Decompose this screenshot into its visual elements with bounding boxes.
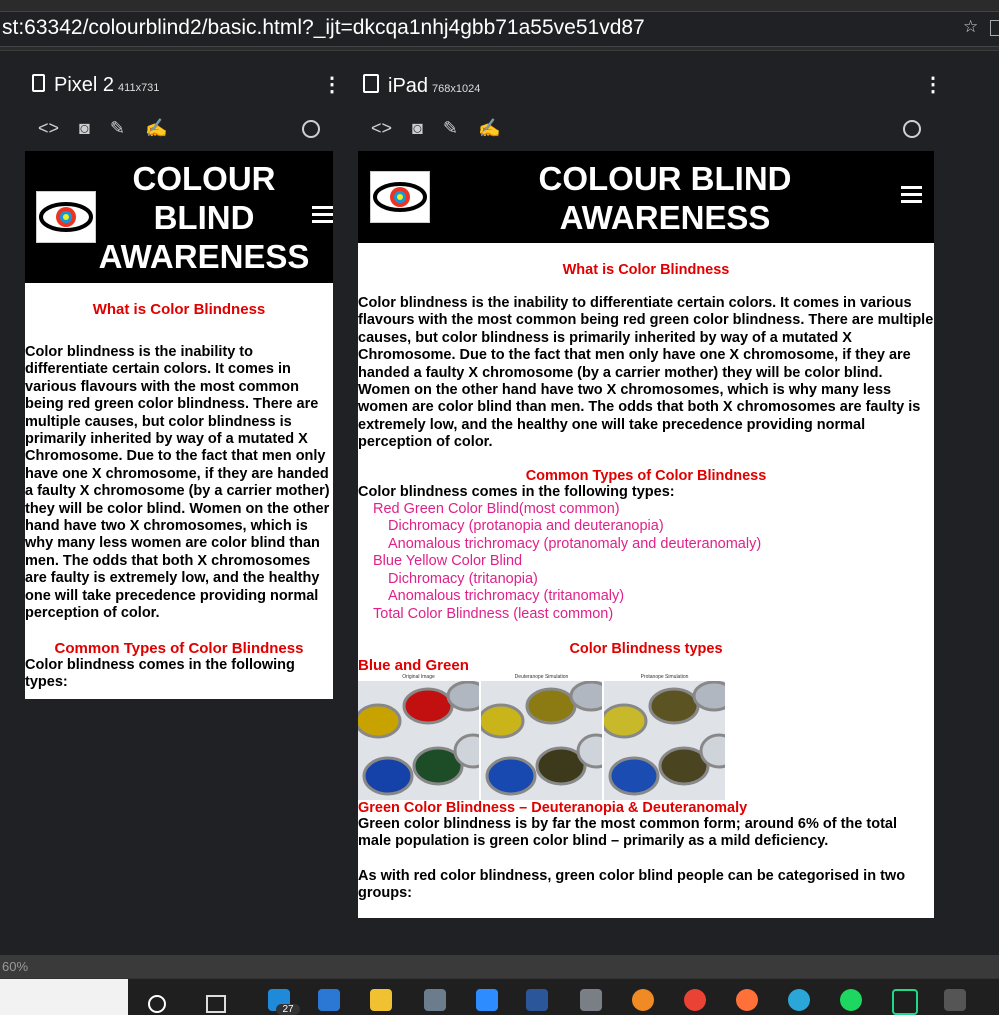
browser-toolbar	[0, 0, 999, 51]
section-title: Color Blindness types	[569, 640, 723, 657]
screenshot-icon[interactable]: ◙	[79, 118, 90, 138]
rotate-icon[interactable]	[302, 120, 320, 138]
bookmark-star-icon[interactable]: ☆	[963, 17, 979, 36]
paint-image-deuteranope	[481, 674, 602, 800]
site-title-line: COLOUR	[132, 160, 276, 197]
edge-icon[interactable]	[788, 989, 810, 1011]
cortana-icon[interactable]	[148, 995, 166, 1013]
site-title-line: AWARENESS	[98, 238, 310, 275]
camera-icon[interactable]	[580, 989, 602, 1011]
list-item: Total Color Blindness (least common)	[373, 605, 614, 622]
types-list	[358, 501, 934, 623]
image-caption: Deuteranope Simulation	[514, 673, 569, 680]
section-intro: Color blindness comes in the following types:	[358, 483, 675, 500]
address-bar-text[interactable]: st:63342/colourblind2/basic.html?_ijt=dkcqa1nhj4gbb71a55ve51vd87	[2, 16, 645, 39]
site-header	[25, 151, 333, 283]
list-item: Dichromacy (protanopia and deuteranopia)	[388, 518, 664, 535]
hamburger-menu-icon[interactable]	[901, 186, 922, 207]
colour-blind-eye-logo	[370, 171, 430, 223]
status-bar	[0, 955, 999, 978]
extension-icon[interactable]	[990, 20, 999, 36]
pycharm-icon[interactable]	[892, 989, 918, 1015]
section-intro: Color blindness comes in the following types:	[25, 656, 295, 690]
image-caption: Protanope Simulation	[640, 673, 689, 680]
code-icon[interactable]: <>	[38, 118, 60, 138]
windows-taskbar	[0, 978, 999, 1015]
device-title-pixel2[interactable]	[32, 74, 159, 97]
site-title	[95, 159, 313, 276]
notification-badge: 27	[276, 1004, 300, 1015]
folder-icon[interactable]	[370, 989, 392, 1011]
edit-icon[interactable]: ✍	[145, 118, 168, 138]
paint-cans-image	[358, 674, 934, 800]
list-item: Dichromacy (tritanopia)	[388, 570, 538, 587]
colour-blind-eye-logo	[36, 191, 96, 243]
terminal-icon[interactable]	[944, 989, 966, 1011]
device-tools	[371, 118, 520, 139]
green-title: Green Color Blindness – Deuteranopia & Deuteranomaly	[358, 799, 748, 816]
ipad-viewport	[358, 151, 934, 918]
brave-icon[interactable]	[632, 989, 654, 1011]
device-title-ipad[interactable]	[363, 74, 480, 98]
code-icon[interactable]: <>	[371, 118, 393, 138]
green-body: Green color blindness is by far the most common form; around 6% of the total male population is green color blind – primarily as a mild deficiency.	[358, 815, 897, 850]
device-name: iPad	[388, 75, 429, 97]
device-size: 411x731	[118, 82, 160, 94]
site-title-line: COLOUR BLIND	[538, 160, 792, 197]
list-item: Blue Yellow Color Blind	[373, 553, 523, 570]
pixel2-viewport	[25, 151, 333, 699]
paint-image-protanope	[604, 674, 725, 800]
eyedropper-icon[interactable]: ✎	[442, 118, 458, 138]
device-name: Pixel 2	[54, 74, 115, 96]
screenshot-icon[interactable]: ◙	[412, 118, 423, 138]
blue-green-label: Blue and Green	[358, 656, 469, 674]
more-options-icon[interactable]: ⋮	[322, 74, 342, 96]
eyedropper-icon[interactable]: ✎	[109, 118, 125, 138]
hamburger-menu-icon[interactable]	[312, 206, 333, 227]
mail-icon[interactable]	[318, 989, 340, 1011]
device-tools	[38, 118, 187, 139]
section-title: What is Color Blindness	[92, 301, 266, 318]
task-view-icon[interactable]	[206, 995, 226, 1013]
site-title-line: BLIND	[153, 199, 255, 236]
section-title: Common Types of Color Blindness	[525, 467, 767, 484]
green-body-2: As with red color blindness, green color blind people can be categorised in two groups:	[358, 867, 906, 902]
calculator-icon[interactable]	[424, 989, 446, 1011]
site-header	[358, 151, 934, 243]
site-title	[478, 159, 852, 237]
image-caption: Original Image	[402, 673, 435, 680]
phone-icon	[32, 74, 45, 92]
edit-icon[interactable]: ✍	[478, 118, 501, 138]
firefox-icon[interactable]	[736, 989, 758, 1011]
rotate-icon[interactable]	[903, 120, 921, 138]
word-icon[interactable]	[526, 989, 548, 1011]
section-body: Color blindness is the inability to differentiate certain colors. It comes in various flavours with the most common being red green color blindness. There are multiple causes, but color blindness is primarily inherited by way of a mutated X Chromosome. Due to the fact that men only have one X chromosome, if they are handed a faulty X chromosome (by a carrier mother) they will be color blind. Women on the other hand have two X chromosomes, which is why many less women are color blind than men. The odds that both X chromosomes are faulty is extremely low, and the healthy one will take precedence providing normal perception of color.	[25, 344, 330, 622]
more-options-icon[interactable]: ⋮	[923, 74, 943, 96]
zoom-level: 60%	[2, 959, 29, 974]
tablet-icon	[363, 74, 379, 93]
section-title: Common Types of Color Blindness	[54, 639, 304, 657]
spotify-icon[interactable]	[840, 989, 862, 1011]
search-box[interactable]	[0, 979, 128, 1015]
zoom-app-icon[interactable]	[476, 989, 498, 1011]
list-item: Red Green Color Blind(most common)	[373, 501, 620, 518]
section-title: What is Color Blindness	[562, 262, 730, 278]
chrome-icon[interactable]	[684, 989, 706, 1011]
paint-image-original	[358, 674, 479, 800]
list-item: Anomalous trichromacy (tritanomaly)	[388, 588, 625, 605]
site-title-line: AWARENESS	[559, 199, 771, 236]
device-size: 768x1024	[432, 83, 481, 95]
section-body: Color blindness is the inability to differentiate certain colors. It comes in various flavours with the most common being red green color blindness. There are multiple causes, but color blindness is primarily inherited by way of a mutated X Chromosome. Due to the fact that men only have one X chromosome, if they are handed a faulty X chromosome (by a carrier mother) they will be color blind. Women on the other hand have two X chromosomes, which is why many less women are color blind than men. The odds that both X chromosomes are faulty is extremely low, and the healthy one will take precedence providing normal perception of color.	[358, 295, 934, 451]
list-item: Anomalous trichromacy (protanomaly and deuteranomaly)	[388, 535, 762, 552]
